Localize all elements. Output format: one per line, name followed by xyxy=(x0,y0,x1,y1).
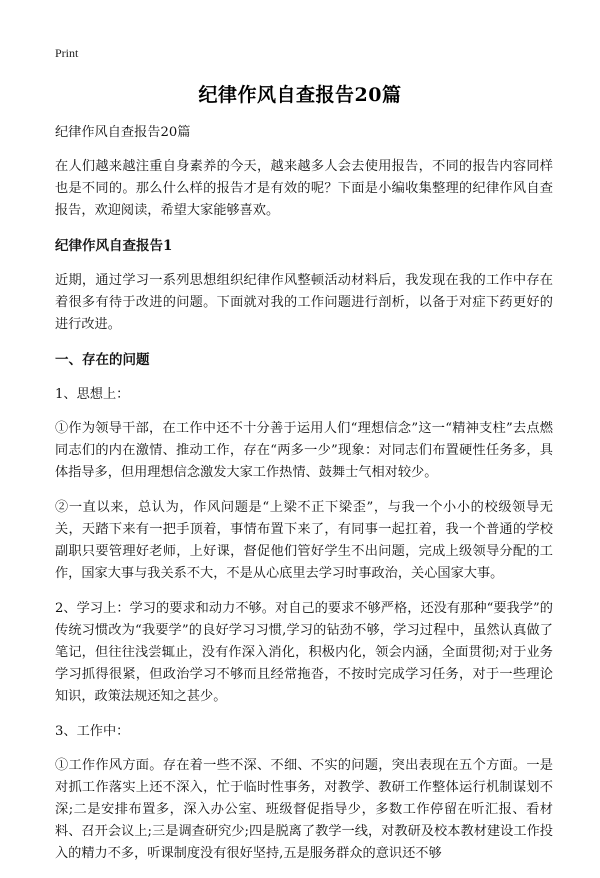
document-subtitle: 纪律作风自查报告20篇 xyxy=(55,125,191,140)
point-1-heading: 1、思想上： xyxy=(55,387,130,402)
point-1a-paragraph: ①作为领导干部，在工作中还不十分善于运用人们“理想信念”这一“精神支柱”去点燃同志们的内在激情、推动工作，存在“两多一少”现象：对同志们布置硬性任务多，具体指导多，但用理想信念激发大家工作热情、鼓舞士气相对较少。 xyxy=(55,421,553,480)
point-1b-paragraph: ②一直以来，总认为，作风问题是“上梁不正下梁歪”，与我一个小小的校级领导无关，天踏下来有一把手顶着，事情布置下来了，有同事一起扛着，我一个普通的学校副职只要管理好老师，上好课，督促他们管好学生不出问题，完成上级领导分配的工作，国家大事与我关系不大，不是从心底里去学习时事政治，关心国家大事。 xyxy=(55,500,553,581)
intro-paragraph: 在人们越来越注重自身素养的今天，越来越多人会去使用报告，不同的报告内容同样也是不同的。那么什么样的报告才是有效的呢？下面是小编收集整理的纪律作风自查报告，欢迎阅读，希望大家能够喜欢。 xyxy=(55,159,553,218)
point-3a-paragraph: ①工作作风方面。存在着一些不深、不细、不实的问题，突出表现在五个方面。一是对抓工作落实上还不深入，忙于临时性事务，对教学、教研工作整体运行机制谋划不深;二是安排布置多，深入办公室、班级督促指导少，多数工作停留在听汇报、看材料、召开会议上;三是调查研究少;四是脱离了教学一线，对教研及校本教材建设工作投入的精力不多，听课制度没有很好坚持,五是服务群众的意识还不够 xyxy=(55,758,553,861)
point-2-paragraph: 2、学习上：学习的要求和动力不够。对自己的要求不够严格，还没有那种“要我学”的传统习惯改为“我要学”的良好学习习惯,学习的钻劲不够，学习过程中，虽然认真做了笔记，但往往浅尝辄止，没有作深入消化，积极内化，领会内涵，全面贯彻;对于业务学习抓得很紧，但政治学习不够而且经常拖沓，不按时完成学习任务，对于一些理论知识，政策法规还知之甚少。 xyxy=(55,601,553,704)
print-label: Print xyxy=(55,46,79,60)
document-title: 纪律作风自查报告20篇 xyxy=(198,84,402,106)
section-1-heading: 一、存在的问题 xyxy=(55,352,150,368)
report-1-heading: 纪律作风自查报告1 xyxy=(55,238,173,254)
point-3-heading: 3、工作中： xyxy=(55,724,130,739)
report-1-intro-paragraph: 近期，通过学习一系列思想组织纪律作风整顿活动材料后，我发现在我的工作中存在着很多有待于改进的问题。下面就对我的工作问题进行剖析，以备于对症下药更好的进行改进。 xyxy=(55,273,553,332)
document-body xyxy=(55,122,553,878)
